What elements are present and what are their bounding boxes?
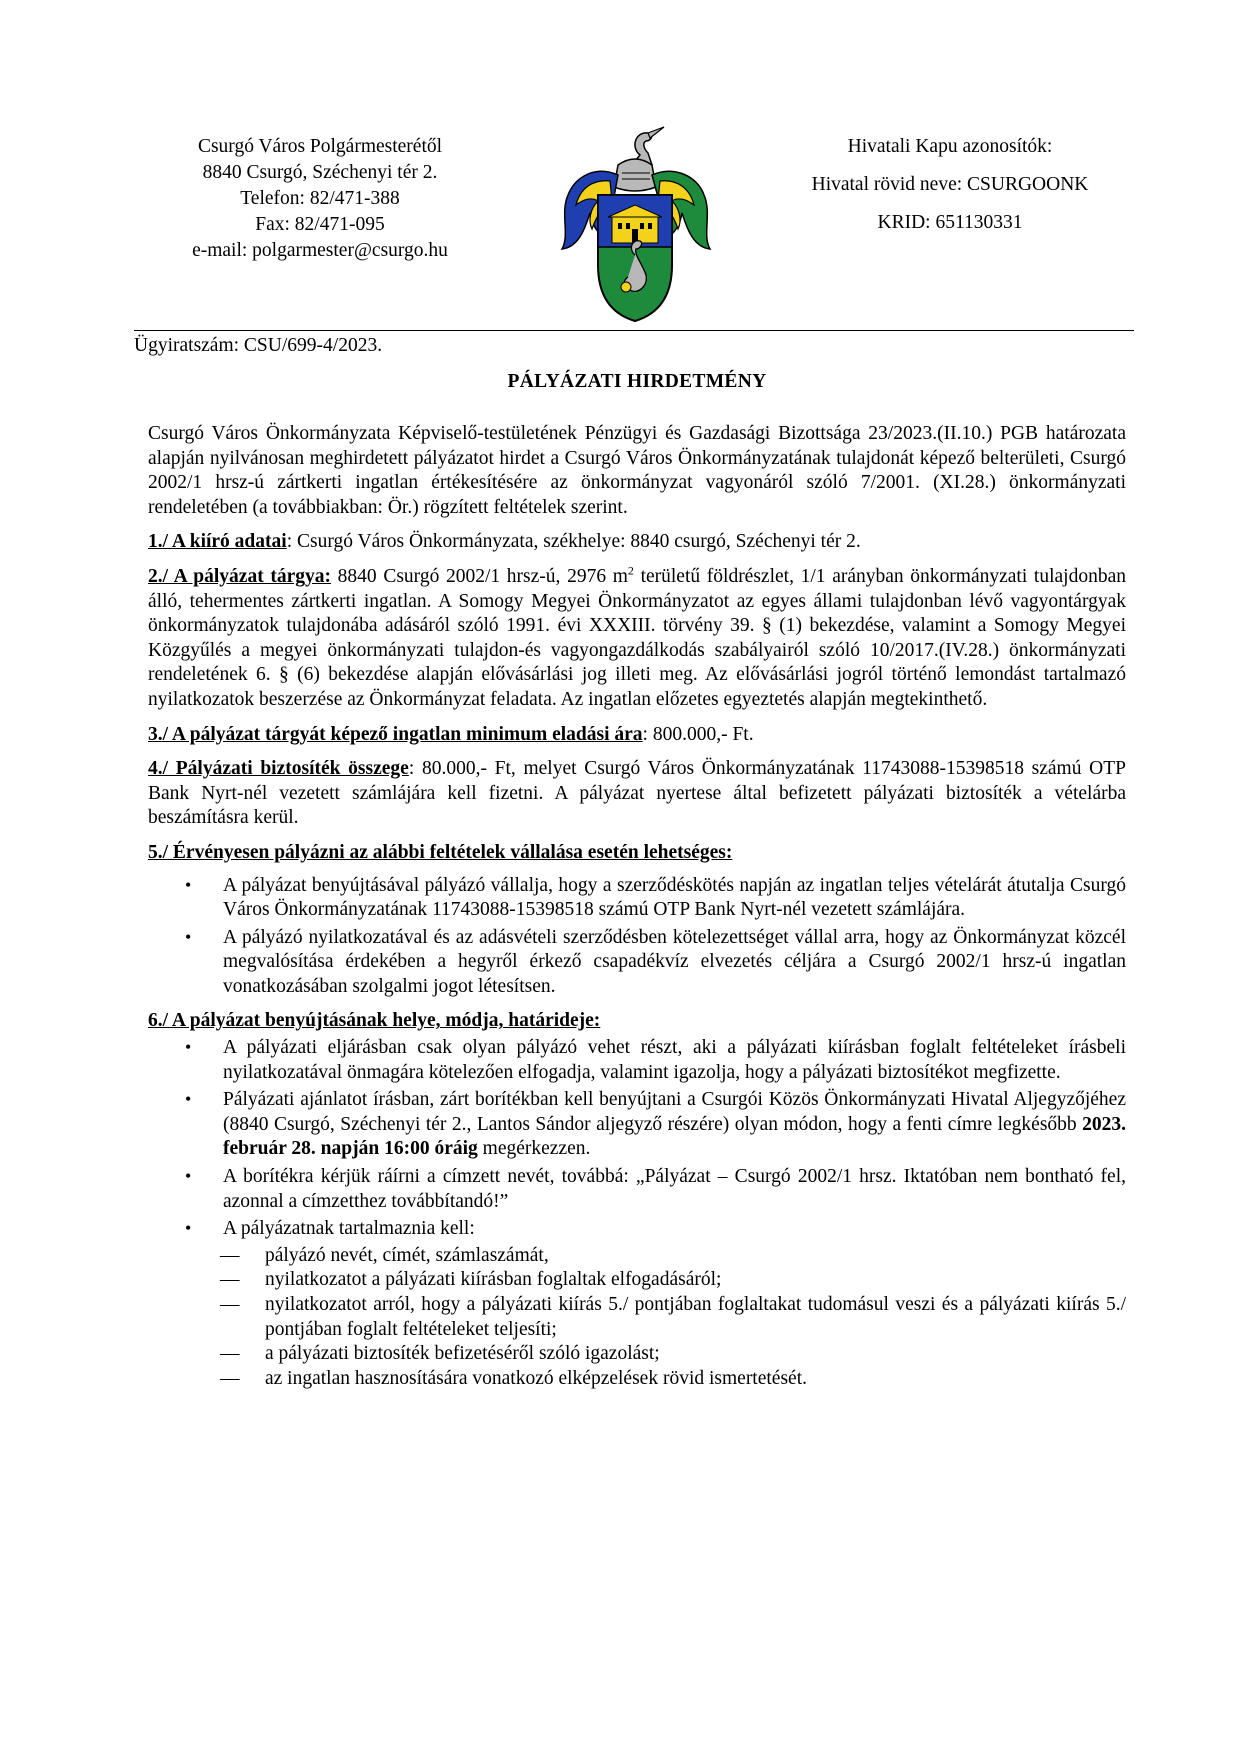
- gateway-title: Hivatali Kapu azonosítók:: [847, 136, 1053, 157]
- sub-list-item: — pályázó nevét, címét, számlaszámát,: [220, 1244, 1126, 1269]
- list-item: • A pályázat benyújtásával pályázó vállalja, hogy a szerződéskötés napján az ingatlan teljes vételárát átutalja Csurgó Város Önkormányzatának 11743088-15398518 számú OTP Bank Nyrt-nél vezetett számlájára.: [148, 874, 1126, 923]
- sub-list-item: — az ingatlan hasznosítására vonatkozó elképzelések rövid ismertetését.: [220, 1367, 1126, 1392]
- sender-address: 8840 Csurgó, Széchenyi tér 2.: [202, 162, 438, 183]
- gateway-short-name: Hivatal rövid neve: CSURGOONK: [811, 174, 1089, 195]
- section-5-heading: 5./ Érvényesen pályázni az alábbi feltételek vállalása esetén lehetséges:: [148, 841, 733, 863]
- list-item: • A pályázati eljárásban csak olyan pályázó vehet részt, aki a pályázati kiírásban foglalt feltételeket írásbeli nyilatkozatával önmagára kötelezően elfogadja, valamint igazolja, hogy a pályázati biztosítékot megfizette.: [148, 1036, 1126, 1085]
- list-item: • A pályázó nyilatkozatával és az adásvételi szerződésben kötelezettséget vállal arra, hogy az Önkormányzat közcél megvalósítása érdekében a hegyről érkező csapadékvíz elvezetés céljára a Csurgó 2002/1 hrsz-ú ingatlan vonatkozásában szolgalmi jogot létesítsen.: [148, 926, 1126, 1000]
- list-item: [148, 1217, 1126, 1391]
- section-1: [148, 530, 1126, 555]
- sub-list-item: — nyilatkozatot a pályázati kiírásban foglaltak elfogadásáról;: [220, 1268, 1126, 1293]
- coat-of-arms-icon: [540, 125, 730, 325]
- sender-phone: Telefon: 82/471-388: [240, 188, 400, 209]
- section-6-heading: 6./ A pályázat benyújtásának helye, módja, határideje:: [148, 1010, 601, 1032]
- section-2-text-b: területű földrészlet, 1/1 arányban önkormányzati tulajdonban álló, tehermentes zártkerti ingatlan. A Somogy Megyei Önkormányzatot az egyes állami tulajdonban lévő vagyontárgyak önkormányzatok tulajdonába adásáról szóló 1991. évi XXXIII. törvény 39. § (1) bekezdése, valamint a Somogy Megyei Közgyűlés a megyei önkormányzati tulajdon-és vagyongazdálkodás szabályairól szóló 10/2017.(IV.28.) önkormányzati rendeletének 6. § (6) bekezdése alapján elővásárlási jog illeti meg. Az elővásárlási jogról történő lemondást tartalmazó nyilatkozatok beszerzése az Önkormányzat feladata. Az ingatlan előzetes egyeztetés alapján megtekinthető.: [148, 565, 1126, 710]
- deadline-text-a: Pályázati ajánlatot írásban, zárt borítékban kell benyújtani a Csurgói Közös Önkormányzati Hivatal Aljegyzőjéhez (8840 Csurgó, Széchenyi tér 2., Lantos Sándor aljegyző részére) olyan módon, hogy a fenti címre legkésőbb: [223, 1089, 1126, 1135]
- section-2-text-a: 8840 Csurgó 2002/1 hrsz-ú, 2976 m: [331, 565, 628, 587]
- sub-list-item: — a pályázati biztosíték befizetéséről szóló igazolást;: [220, 1342, 1126, 1367]
- section-4: [148, 757, 1126, 831]
- section-4-label: 4./ Pályázati biztosíték összege: [148, 758, 409, 780]
- section-1-text: : Csurgó Város Önkormányzata, székhelye: 8840 csurgó, Széchenyi tér 2.: [286, 531, 861, 553]
- intro-paragraph: Csurgó Város Önkormányzata Képviselő-testületének Pénzügyi és Gazdasági Bizottsága 23/2023.(II.10.) PGB határozata alapján nyilvánosan meghirdetett pályázatot hirdet a Csurgó Város Önkormányzatának tulajdonát képező belterületi, Csurgó 2002/1 hrsz-ú zártkerti ingatlan értékesítésére az önkormányzat vagyonáról szóló 7/2001. (XI.28.) önkormányzati rendeletében (a továbbiakban: Ör.) rögzített feltételek szerint.: [148, 423, 1126, 518]
- section-2-label: 2./ A pályázat tárgya:: [148, 565, 332, 587]
- section-3-label: 3./ A pályázat tárgyát képező ingatlan minimum eladási ára: [148, 723, 643, 745]
- file-number: Ügyiratszám: CSU/699-4/2023.: [134, 335, 383, 356]
- section-3: [148, 723, 1126, 748]
- sub-list-item: — nyilatkozatot arról, hogy a pályázati kiírás 5./ pontjában foglaltakat tudomásul veszi és a pályázati kiírás 5./ pontjában foglalt feltételeket teljesíti;: [220, 1293, 1126, 1342]
- section-6-list: [148, 1036, 1126, 1391]
- deadline-text-c: megérkezzen.: [477, 1138, 591, 1160]
- gateway-krid: KRID: 651130331: [877, 212, 1023, 233]
- contents-sublist: [223, 1244, 1126, 1392]
- contents-intro: A pályázatnak tartalmaznia kell:: [223, 1218, 475, 1240]
- document-title: PÁLYÁZATI HIRDETMÉNY: [507, 371, 767, 392]
- sender-fax: Fax: 82/471-095: [255, 214, 385, 235]
- sender-email: e-mail: polgarmester@csurgo.hu: [192, 240, 448, 261]
- section-5-list: [148, 874, 1126, 1000]
- body-text: [148, 422, 1126, 1401]
- sender-name: Csurgó Város Polgármesterétől: [197, 136, 443, 157]
- section-3-text: : 800.000,- Ft.: [642, 723, 754, 745]
- list-item: [148, 1088, 1126, 1162]
- section-1-label: 1./ A kiíró adatai: [148, 531, 287, 553]
- sender-block: [150, 134, 490, 264]
- section-2-superscript: 2: [627, 563, 634, 578]
- gateway-block: [760, 134, 1140, 248]
- section-2: [148, 565, 1126, 713]
- section-4-text: : 80.000,- Ft, melyet Csurgó Város Önkormányzatának 11743088-15398518 számú OTP Bank Nyrt-nél vezetett számlájára kell fizetni. A pályázat nyertese által befizetett pályázati biztosíték a vételárba beszámításra kerül.: [148, 758, 1126, 829]
- deadline-date: 2023. február 28. napján 16:00 óráig: [223, 1113, 1126, 1160]
- list-item: • A borítékra kérjük ráírni a címzett nevét, továbbá: „Pályázat – Csurgó 2002/1 hrsz. Iktatóban nem bontható fel, azonnal a címzetthez továbbítandó!”: [148, 1165, 1126, 1214]
- header-divider: [134, 330, 1134, 331]
